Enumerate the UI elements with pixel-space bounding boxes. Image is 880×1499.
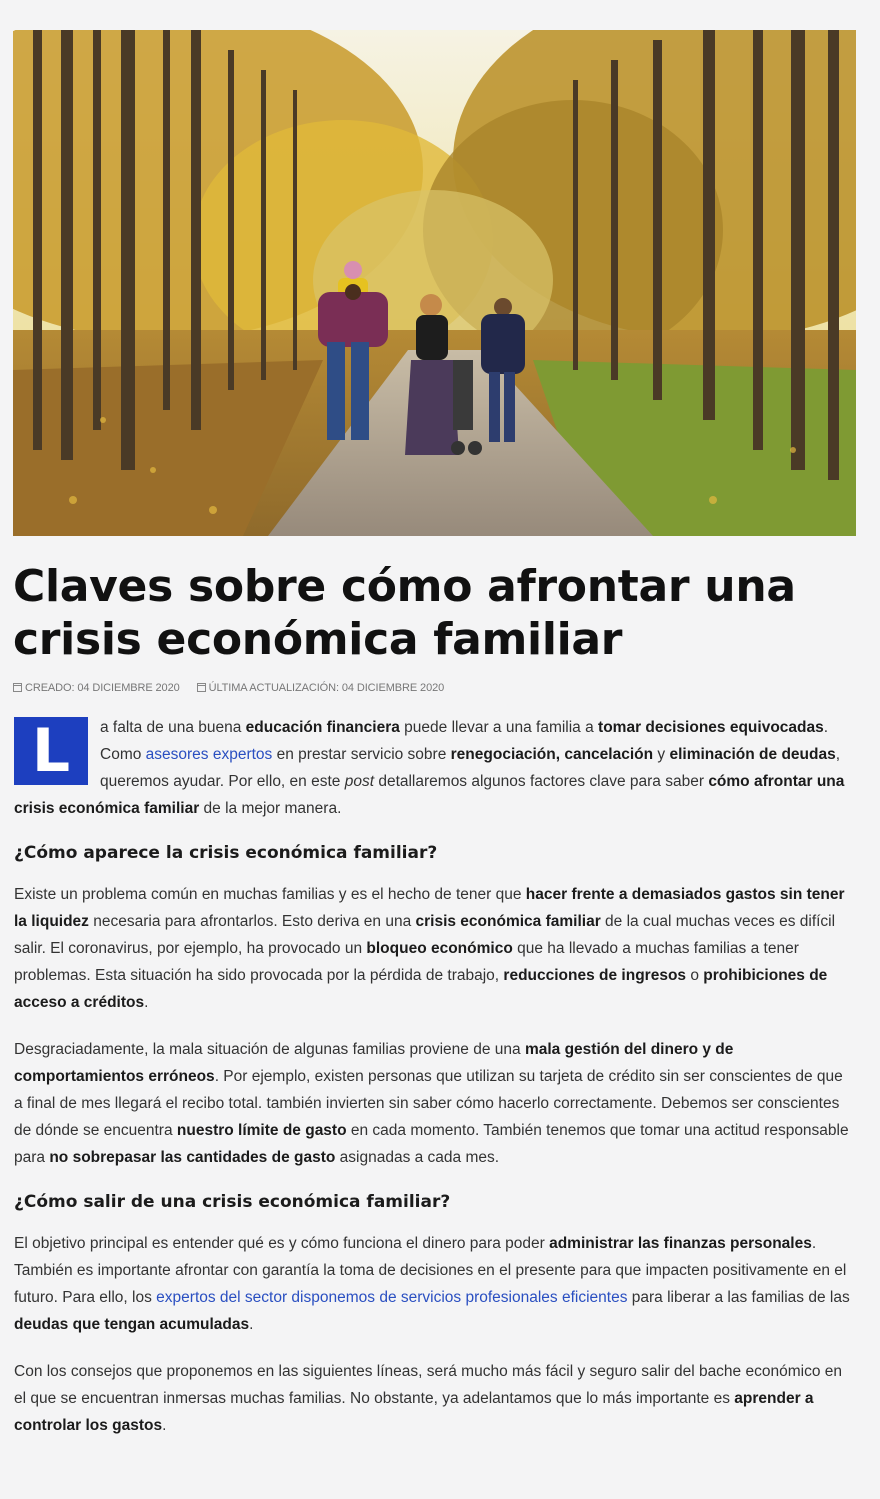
calendar-icon <box>197 683 206 692</box>
article-meta <box>13 682 458 694</box>
article-title: Claves sobre cómo afrontar una crisis económica familiar <box>13 561 796 665</box>
paragraph-4: Con los consejos que proponemos en las siguientes líneas, será mucho más fácil y seguro salir del bache económico en el que se encuentran inmersas muchas familias. No obstante, ya adelantamos que lo más importante es aprender a controlar los gastos. <box>14 1363 842 1434</box>
paragraph-1: Existe un problema común en muchas familias y es el hecho de tener que hacer frente a demasiados gastos sin tener la liquidez necesaria para afrontarlos. Esto deriva en una crisis económica familiar de la cual muchas veces es difícil salir. El coronavirus, por ejemplo, ha provocado un bloqueo económico que ha llevado a muchas familias a tener problemas. Esta situación ha sido provocada por la pérdida de trabajo, reducciones de ingresos o prohibiciones de acceso a créditos. <box>14 886 845 1011</box>
created-date: CREADO: 04 DICIEMBRE 2020 <box>13 682 180 694</box>
family-forest-photo <box>13 30 856 536</box>
article-body <box>14 714 850 1439</box>
section-heading-1: ¿Cómo aparece la crisis económica familiar? <box>14 843 438 863</box>
paragraph-2: Desgraciadamente, la mala situación de algunas familias proviene de una mala gestión del dinero y de comportamientos erróneos. Por ejemplo, existen personas que utilizan su tarjeta de crédito sin ser conscientes de que a final de mes llegará el recibo total. también invierten sin saber cómo hacerlo correctamente. Debemos ser conscientes de dónde se encuentra nuestro límite de gasto en cada momento. También tenemos que tomar una actitud responsable para no sobrepasar las cantidades de gasto asignadas a cada mes. <box>14 1041 849 1166</box>
hero-image <box>13 30 856 536</box>
calendar-icon <box>13 683 22 692</box>
asesores-link[interactable]: asesores expertos <box>145 746 273 763</box>
dropcap: L <box>14 717 88 785</box>
expertos-link[interactable]: expertos del sector disponemos de servicios profesionales eficientes <box>156 1289 628 1306</box>
section-heading-2: ¿Cómo salir de una crisis económica familiar? <box>14 1192 451 1212</box>
paragraph-3: El objetivo principal es entender qué es y cómo funciona el dinero para poder administrar las finanzas personales. También es importante afrontar con garantía la toma de decisiones en el presente para que impacten positivamente en el futuro. Para ello, los expertos del sector disponemos de servicios profesionales eficientes para liberar a las familias de las deudas que tengan acumuladas. <box>14 1235 850 1333</box>
updated-date: ÚLTIMA ACTUALIZACIÓN: 04 DICIEMBRE 2020 <box>197 682 445 694</box>
intro-paragraph: L a falta de una buena educación financiera puede llevar a una familia a tomar decisiones equivocadas. Como asesores expertos en prestar servicio sobre renegociación, cancelación y eliminación de deudas, queremos ayudar. Por ello, en este post detallaremos algunos factores clave para saber cómo afrontar una crisis económica familiar de la mejor manera. <box>14 716 845 817</box>
